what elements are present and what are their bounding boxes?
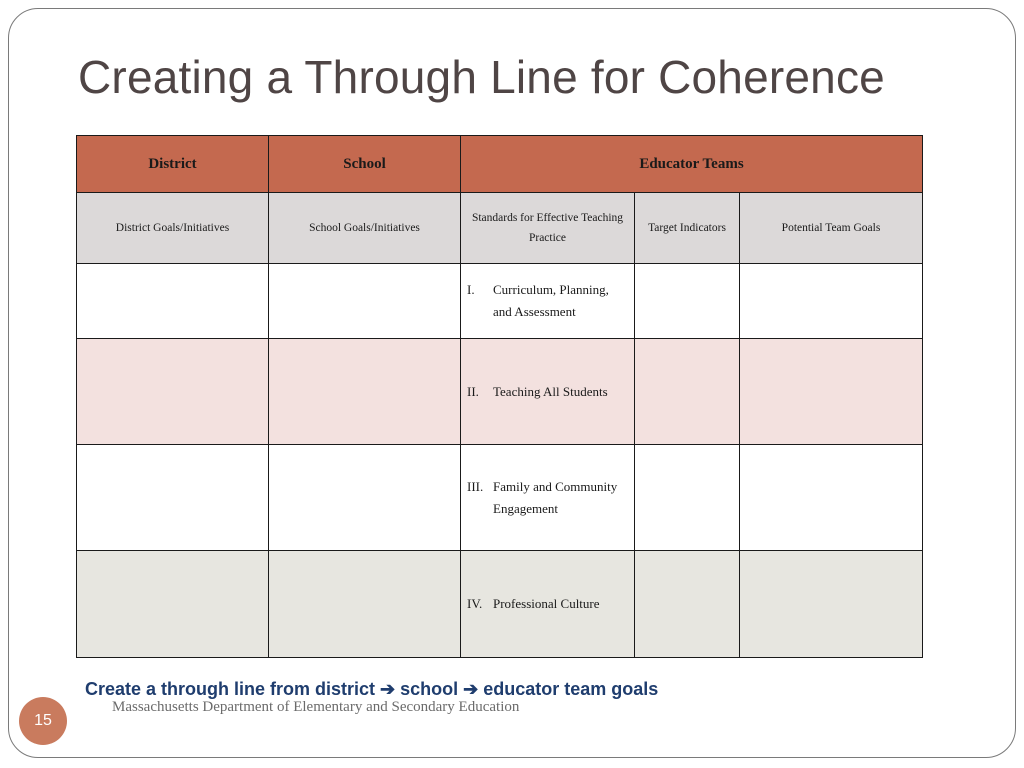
district-goal-cell[interactable] [77,264,269,339]
table-row [77,339,923,445]
standard-label: Family and Community Engagement [493,478,618,516]
through-line-tagline: Create a through line from district ➔ school ➔ educator team goals [85,679,659,699]
subheader-school-goals: School Goals/Initiatives [269,193,461,264]
team-goal-cell[interactable] [740,445,923,551]
header-row [77,136,923,193]
district-goal-cell[interactable] [77,339,269,445]
standard-number: I. [467,282,475,297]
standard-cell [461,339,635,445]
subheader-district-goals: District Goals/Initiatives [77,193,269,264]
footer-organization: Massachusetts Department of Elementary and Secondary Education [112,699,520,715]
table-row [77,264,923,339]
team-goal-cell[interactable] [740,551,923,658]
target-indicator-cell[interactable] [635,339,740,445]
slide-title: Creating a Through Line for Coherence [78,51,885,103]
subheader-row [77,193,923,264]
target-indicator-cell[interactable] [635,264,740,339]
subheader-potential-team-goals: Potential Team Goals [740,193,923,264]
coherence-table [76,135,923,658]
standard-cell [461,551,635,658]
target-indicator-cell[interactable] [635,551,740,658]
target-indicator-cell[interactable] [635,445,740,551]
standard-label: Teaching All Students [493,383,608,399]
standard-label: Curriculum, Planning, and Assessment [493,282,609,319]
subheader-standards: Standards for Effective Teaching Practice [461,193,635,264]
school-goal-cell[interactable] [269,339,461,445]
standard-cell [461,264,635,339]
header-educator-teams: Educator Teams [461,136,923,193]
standard-number: III. [467,478,484,494]
page-number-badge: 15 [19,697,67,745]
team-goal-cell[interactable] [740,264,923,339]
standard-cell [461,445,635,551]
school-goal-cell[interactable] [269,264,461,339]
standard-number: II. [467,383,479,399]
table-row [77,445,923,551]
table-row [77,551,923,658]
standard-label: Professional Culture [493,596,600,611]
district-goal-cell[interactable] [77,445,269,551]
header-school: School [269,136,461,193]
header-district: District [77,136,269,193]
team-goal-cell[interactable] [740,339,923,445]
school-goal-cell[interactable] [269,551,461,658]
subheader-target-indicators: Target Indicators [635,193,740,264]
standard-number: IV. [467,596,483,611]
district-goal-cell[interactable] [77,551,269,658]
school-goal-cell[interactable] [269,445,461,551]
